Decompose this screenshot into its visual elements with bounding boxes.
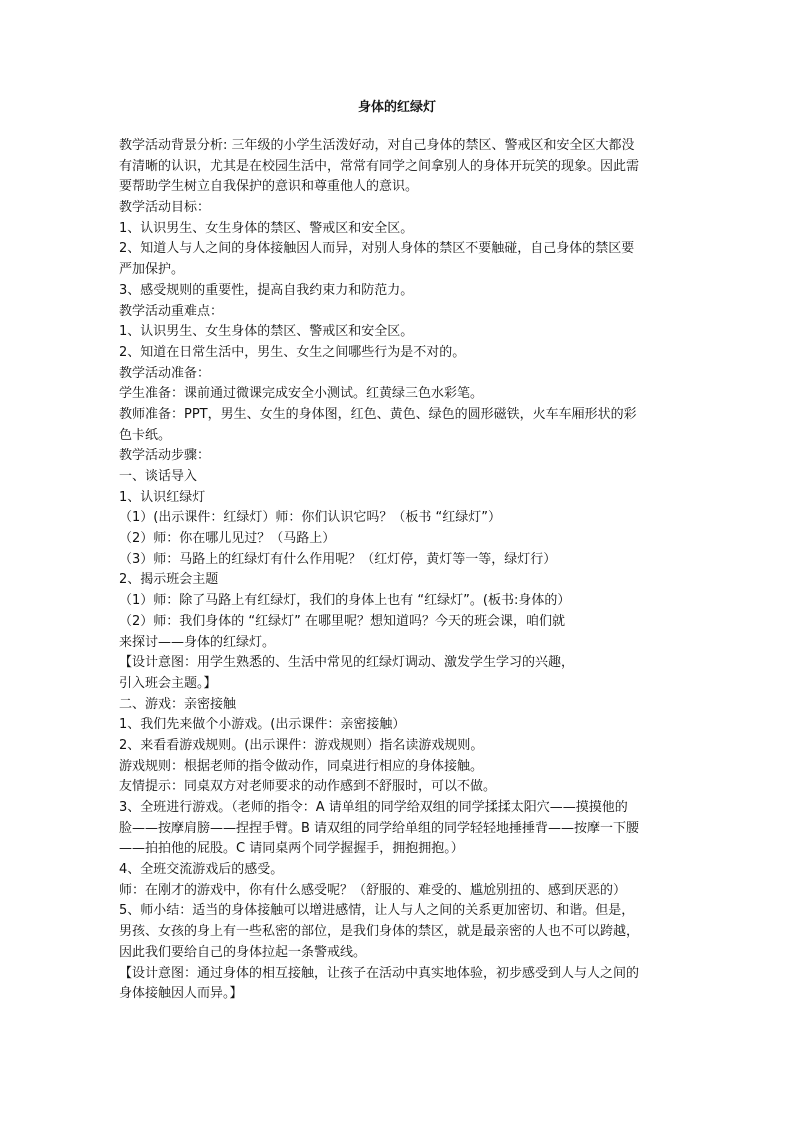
- text-line: 严加保护。: [119, 262, 185, 278]
- text-line: 1、认识男生、女生身体的禁区、警戒区和安全区。: [119, 220, 414, 236]
- text-line: 游戏规则：根据老师的指令做动作，同桌进行相应的身体接触。: [119, 758, 484, 774]
- text-line: 2、来看看游戏规则。(出示课件：游戏规则）指名读游戏规则。: [119, 737, 484, 753]
- text-line: 教学活动重难点：: [119, 303, 224, 319]
- text-line: 来探讨——身体的红绿灯。: [119, 634, 276, 650]
- document-body: [119, 136, 679, 1005]
- text-line: 5、师小结：适当的身体接触可以增进感情，让人与人之间的关系更加密切、和谐。但是，: [119, 903, 635, 919]
- text-line: 学生准备：课前通过微课完成安全小测试。红黄绿三色水彩笔。: [119, 386, 484, 402]
- text-line: 【设计意图：通过身体的相互接触，让孩子在活动中真实地体验，初步感受到人与人之间的: [119, 965, 640, 981]
- text-line: 教师准备：PPT，男生、女生的身体图，红色、黄色、绿色的圆形磁铁，火车车厢形状的彩: [119, 406, 637, 422]
- text-line: 引入班会主题。】: [119, 675, 217, 691]
- text-line: 因此我们要给自己的身体拉起一条警戒线。: [119, 944, 367, 960]
- text-line: 2、揭示班会主题: [119, 572, 219, 588]
- text-line: 2、知道在日常生活中，男生、女生之间哪些行为是不对的。: [119, 344, 466, 360]
- text-line: 3、感受规则的重要性，提高自我约束力和防范力。: [119, 282, 414, 298]
- text-line: 身体接触因人而异。】: [119, 986, 243, 1002]
- text-line: （3）师：马路上的红绿灯有什么作用呢？（红灯停，黄灯等一等，绿灯行）: [119, 551, 557, 567]
- document-title: 身体的红绿灯: [357, 100, 436, 115]
- text-line: 教学活动步骤：: [119, 448, 211, 464]
- text-line: （2）师：你在哪儿见过？（马路上）: [119, 531, 336, 547]
- text-line: 1、认识男生、女生身体的禁区、警戒区和安全区。: [119, 324, 414, 340]
- text-line: （1）(出示课件：红绿灯）师：你们认识它吗？（板书 “红绿灯”）: [119, 510, 501, 526]
- text-line: 色卡纸。: [119, 427, 172, 443]
- text-line: 一、谈话导入: [119, 469, 198, 484]
- text-line: 3、全班进行游戏。（老师的指令：A 请单组的同学给双组的同学揉揉太阳穴——摸摸他的: [119, 800, 628, 815]
- text-line: 4、全班交流游戏后的感受。: [119, 862, 284, 878]
- text-line: 1、我们先来做个小游戏。(出示课件：亲密接触）: [119, 717, 406, 733]
- text-line: 教学活动背景分析: 三年级的小学生活泼好动，对自己身体的禁区、警戒区和安全区大都没: [119, 138, 635, 153]
- text-line: 脸——按摩肩膀——捏捏手臂。B 请双组的同学给单组的同学轻轻地捶捶背——按摩一下腰: [119, 820, 640, 836]
- text-line: ——拍拍他的屁股。C 请同桌两个同学握握手，拥抱拥抱。）: [119, 841, 464, 857]
- text-line: 有清晰的认识，尤其是在校园生活中，常常有同学之间拿别人的身体开玩笑的现象。因此需: [119, 158, 640, 174]
- text-line: 1、认识红绿灯: [119, 489, 206, 505]
- text-line: 师：在刚才的游戏中，你有什么感受呢？（舒服的、难受的、尴尬别扭的、感到厌恶的）: [119, 882, 627, 898]
- text-line: 教学活动准备：: [119, 365, 211, 381]
- text-line: 男孩、女孩的身上有一些私密的部位，是我们身体的禁区，就是最亲密的人也不可以跨越，: [119, 924, 640, 940]
- text-line: 2、知道人与人之间的身体接触因人而异，对别人身体的禁区不要触碰，自己身体的禁区要: [119, 241, 635, 257]
- text-line: （2）师：我们身体的 “红绿灯” 在哪里呢？想知道吗？今天的班会课，咱们就: [119, 613, 566, 629]
- text-line: 二、游戏：亲密接触: [119, 696, 237, 712]
- text-line: 教学活动目标：: [119, 200, 211, 216]
- text-line: 【设计意图：用学生熟悉的、生活中常见的红绿灯调动、激发学生学习的兴趣，: [119, 655, 575, 671]
- text-line: 友情提示：同桌双方对老师要求的动作感到不舒服时，可以不做。: [119, 779, 497, 795]
- text-line: （1）师：除了马路上有红绿灯，我们的身体上也有 “红绿灯”。(板书:身体的）: [119, 593, 571, 609]
- text-line: 要帮助学生树立自我保护的意识和尊重他人的意识。: [119, 179, 419, 195]
